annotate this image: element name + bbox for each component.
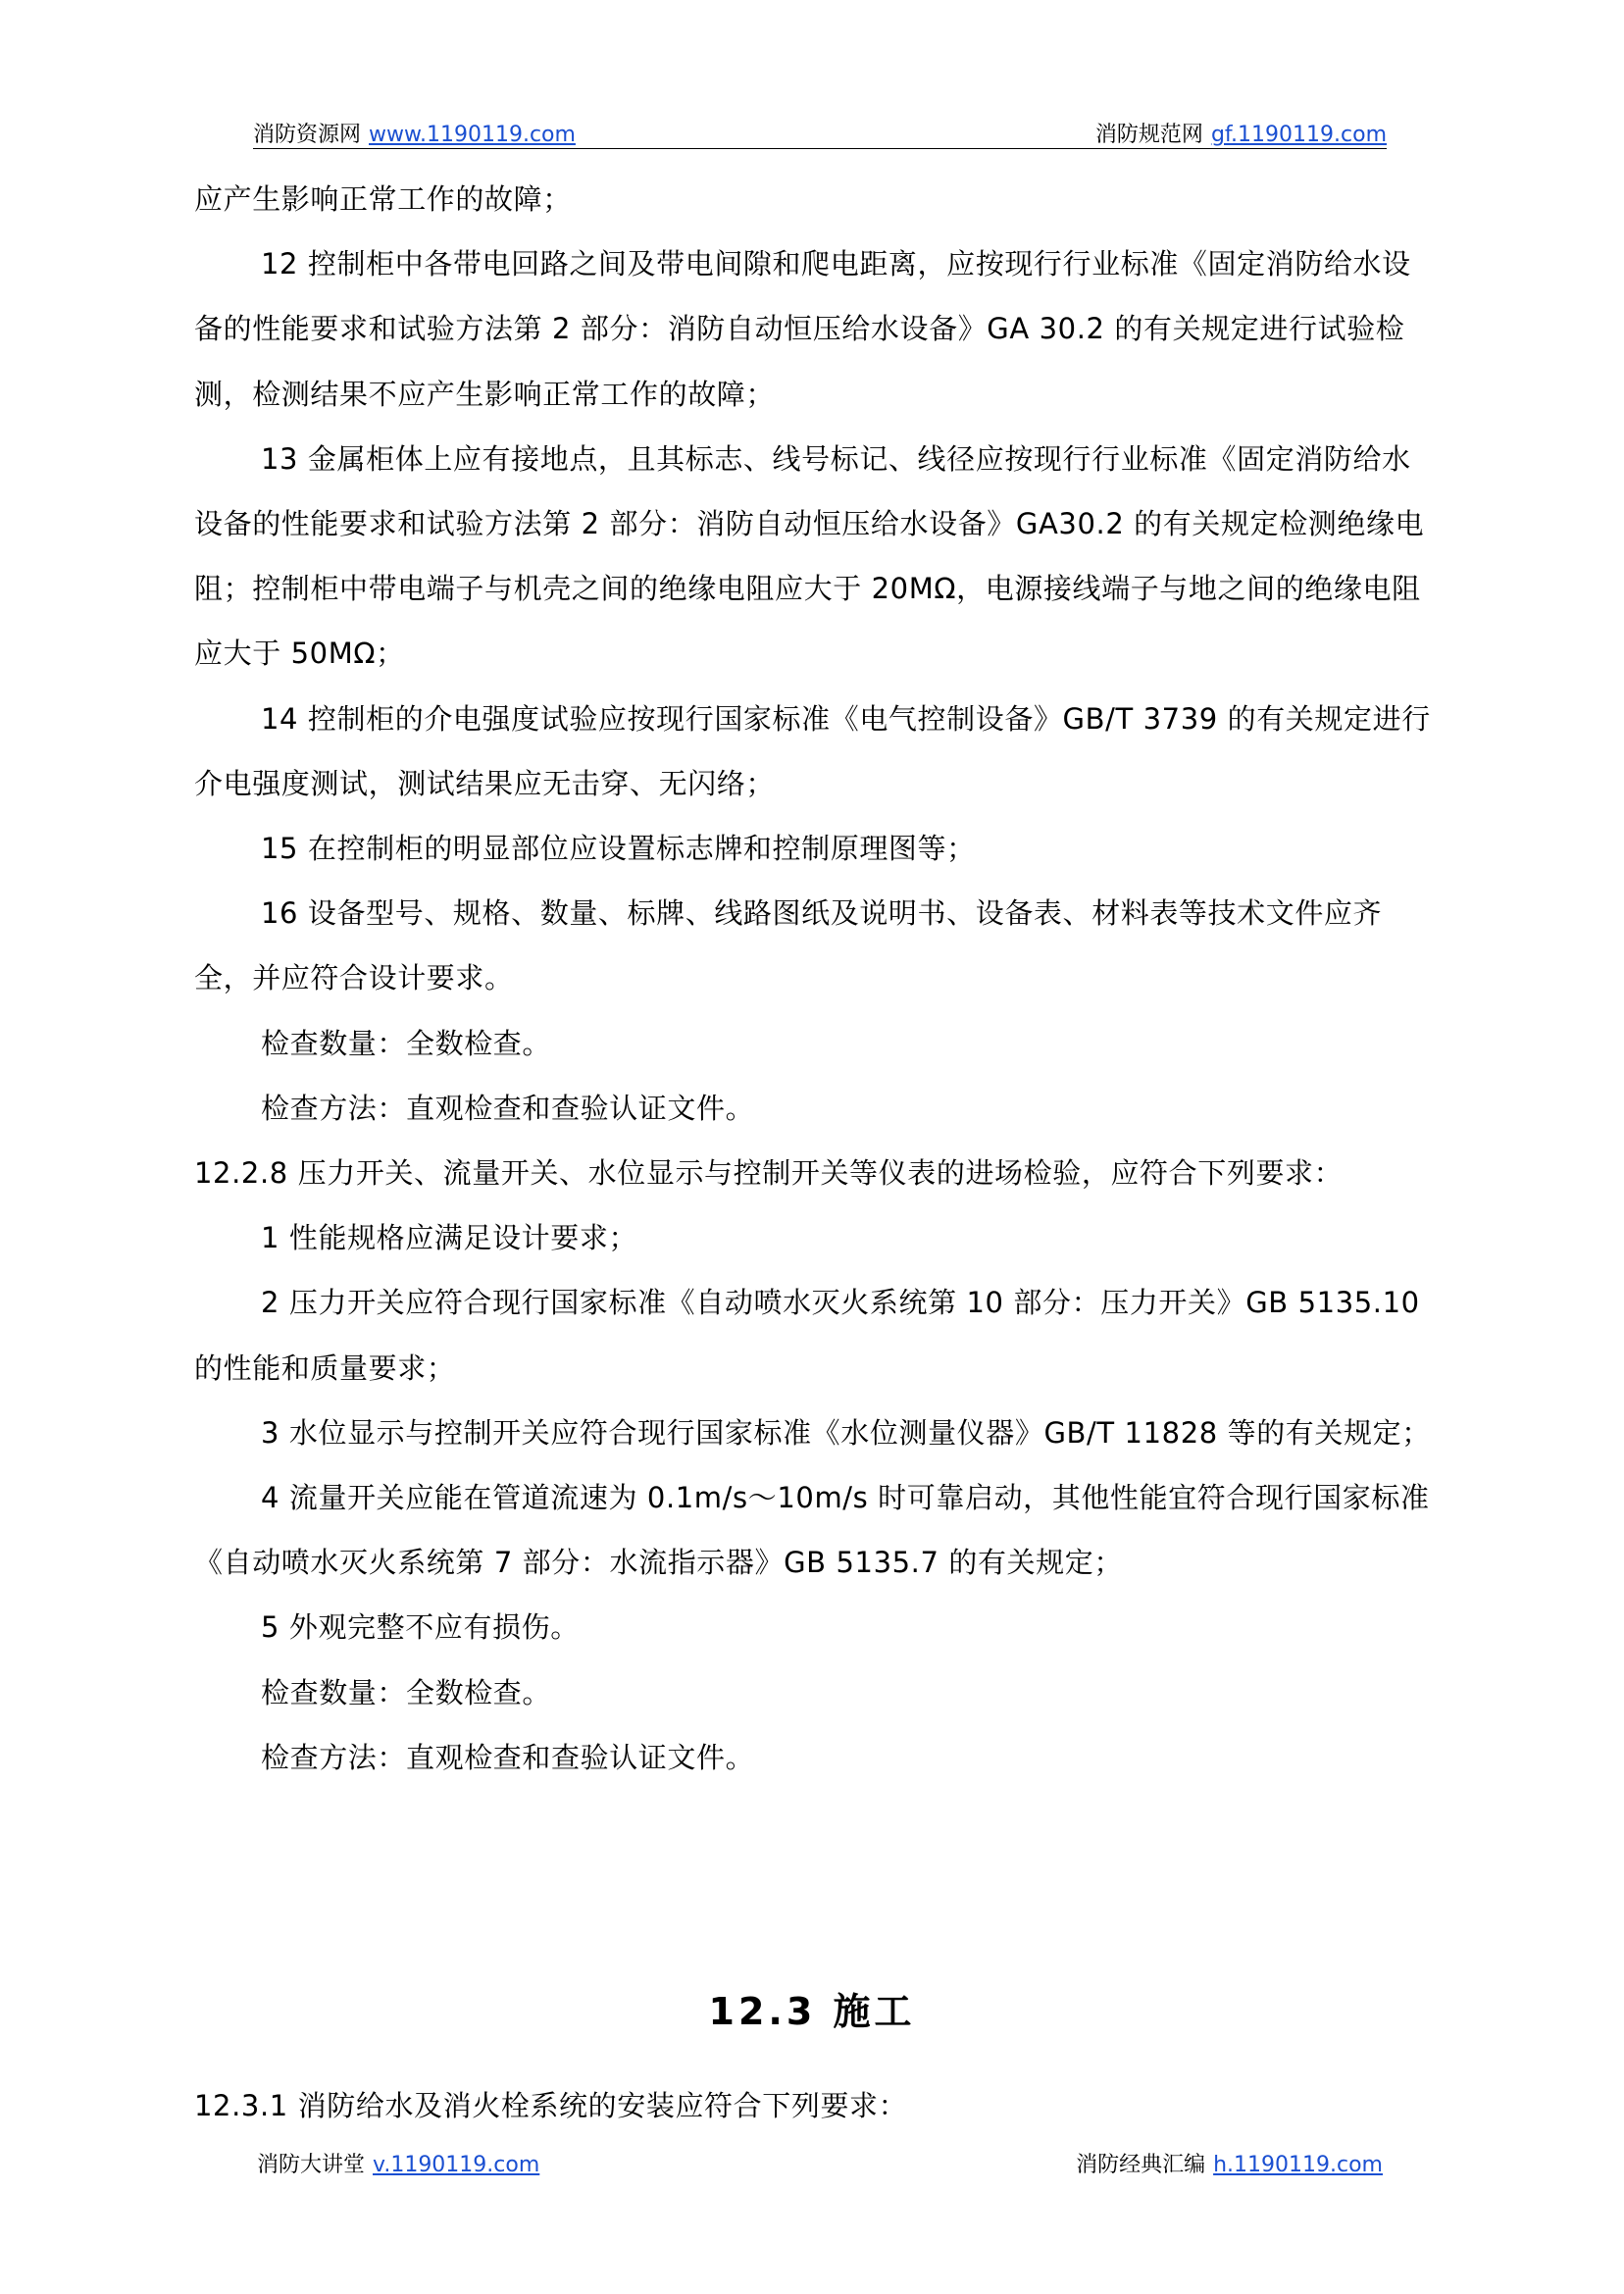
clause-12-2-8: 12.2.8 压力开关、流量开关、水位显示与控制开关等仪表的进场检验，应符合下列要求： <box>194 1156 1344 1191</box>
paragraph-item-13: 13 金属柜体上应有接地点，且其标志、线号标记、线径应按现行行业标准《固定消防给水设备的性能要求和试验方法第 2 部分：消防自动恒压给水设备》GA30.2 的有关规定检测绝缘电阻；控制柜中带电端子与机壳之间的绝缘电阻应大于 20MΩ，电源接线端子与地之间的绝缘电阻应大于 50MΩ； <box>194 441 1425 671</box>
paragraph-item-2: 2 压力开关应符合现行国家标准《自动喷水灭火系统第 10 部分：压力开关》GB 5135.10 的性能和质量要求； <box>194 1286 1420 1385</box>
paragraph-item-12: 12 控制柜中各带电回路之间及带电间隙和爬电距离，应按现行行业标准《固定消防给水设备的性能要求和试验方法第 2 部分：消防自动恒压给水设备》GA 30.2 的有关规定进行试验检测，检测结果不应产生影响正常工作的故障； <box>194 247 1411 411</box>
header-right-label: 消防规范网 <box>1094 123 1203 147</box>
footer-right-label: 消防经典汇编 <box>1076 2153 1206 2177</box>
footer-left-label: 消防大讲堂 <box>257 2153 366 2177</box>
document-body <box>194 167 1440 1790</box>
footer-right-link[interactable]: h.1190119.com <box>1213 2153 1383 2177</box>
paragraph-item-1: 1 性能规格应满足设计要求； <box>261 1221 638 1255</box>
paragraph-item-15: 15 在控制柜的明显部位应设置标志牌和控制原理图等； <box>261 832 976 866</box>
inspection-quantity: 检查数量：全数检查。 <box>261 1026 552 1060</box>
paragraph-item-4: 4 流量开关应能在管道流速为 0.1m/s～10m/s 时可靠启动，其他性能宜符合现行国家标准《自动喷水灭火系统第 7 部分：水流指示器》GB 5135.7 的有关规定； <box>194 1481 1430 1580</box>
section-title: 12.3 施工 <box>708 1990 916 2033</box>
paragraph-item-16: 16 设备型号、规格、数量、标牌、线路图纸及说明书、设备表、材料表等技术文件应齐全，并应符合设计要求。 <box>194 896 1383 995</box>
footer-left-link[interactable]: v.1190119.com <box>373 2153 540 2177</box>
paragraph-continuation: 应产生影响正常工作的故障； <box>194 182 572 216</box>
inspection-method: 检查方法：直观检查和查验认证文件。 <box>261 1740 755 1774</box>
header-left-label: 消防资源网 <box>253 123 362 147</box>
footer-left <box>257 2152 539 2179</box>
header-left-link[interactable]: www.1190119.com <box>369 123 576 147</box>
paragraph-item-3: 3 水位显示与控制开关应符合现行国家标准《水位测量仪器》GB/T 11828 等的有关规定； <box>261 1415 1431 1450</box>
header-divider <box>253 148 1387 149</box>
header-right-link[interactable]: gf.1190119.com <box>1210 123 1387 147</box>
paragraph-item-5: 5 外观完整不应有损伤。 <box>261 1610 580 1645</box>
clause-12-3-1: 12.3.1 消防给水及消火栓系统的安装应符合下列要求： <box>194 2089 908 2122</box>
header-right <box>1095 122 1387 149</box>
inspection-method: 检查方法：直观检查和查验认证文件。 <box>261 1091 755 1125</box>
inspection-quantity: 检查数量：全数检查。 <box>261 1675 552 1709</box>
footer-right <box>1076 2152 1383 2179</box>
header-left <box>253 122 576 149</box>
paragraph-item-14: 14 控制柜的介电强度试验应按现行国家标准《电气控制设备》GB/T 3739 的有关规定进行介电强度测试，测试结果应无击穿、无闪络； <box>194 701 1431 800</box>
